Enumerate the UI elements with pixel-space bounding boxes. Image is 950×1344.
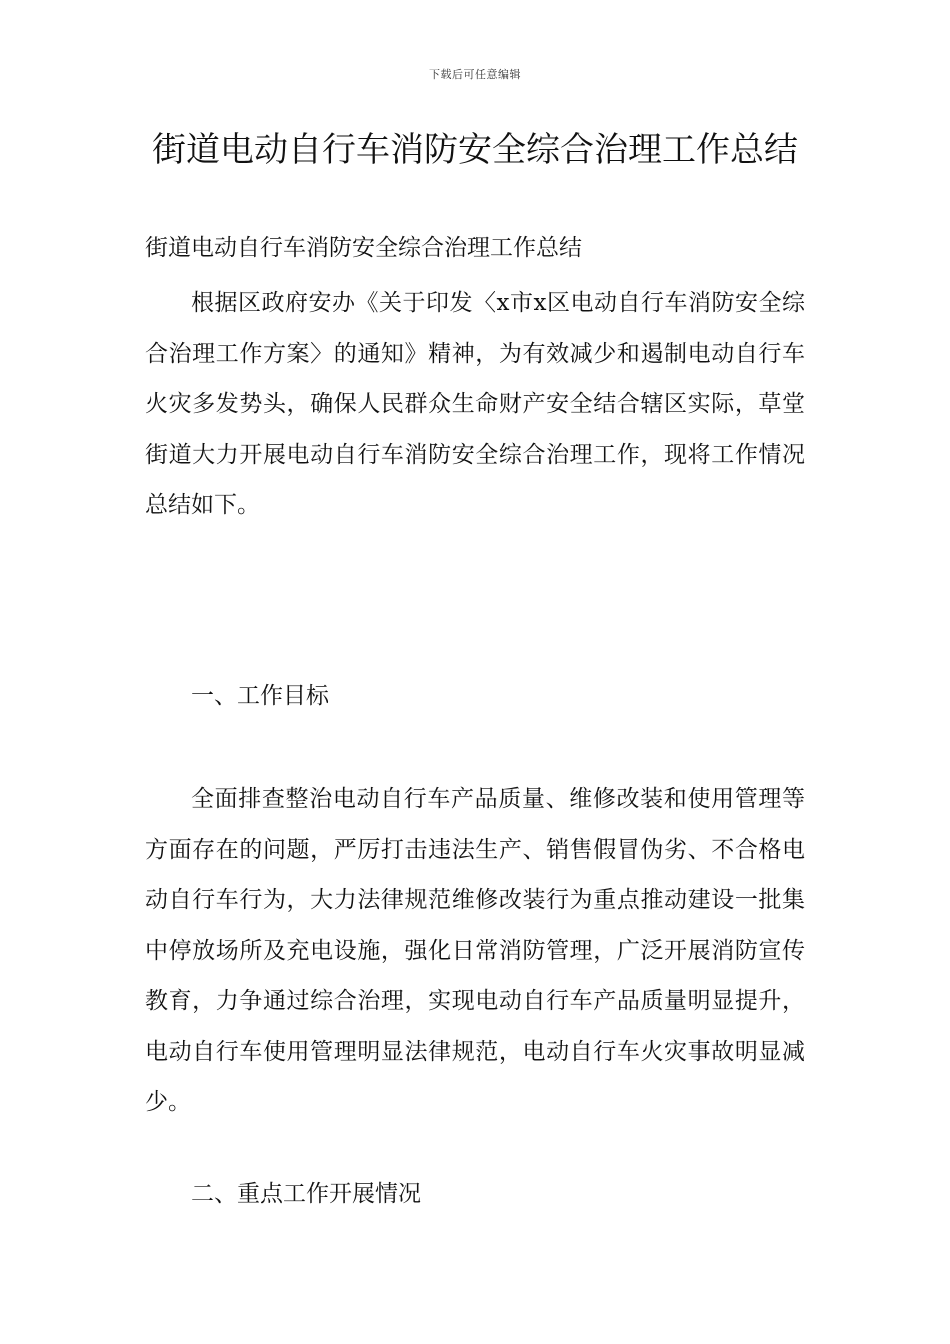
document-subtitle: 街道电动自行车消防安全综合治理工作总结 xyxy=(145,235,582,261)
document-title: 街道电动自行车消防安全综合治理工作总结 xyxy=(152,130,798,170)
goals-paragraph: 全面排查整治电动自行车产品质量、维修改装和使用管理等方面存在的问题，严厉打击违法生产、销售假冒伪劣、不合格电动自行车行为，大力法律规范维修改装行为重点推动建设一批集中停放场所及充电设施，强化日常消防管理，广泛开展消防宣传教育，力争通过综合治理，实现电动自行车产品质量明显提升，电动自行车使用管理明显法律规范，电动自行车火灾事故明显减少。 xyxy=(145,786,805,1115)
section-heading-goals: 一、工作目标 xyxy=(191,683,329,709)
header-note: 下载后可任意编辑 xyxy=(429,68,521,81)
section-heading-key-work: 二、重点工作开展情况 xyxy=(191,1181,421,1207)
intro-paragraph: 根据区政府安办《关于印发〈x市x区电动自行车消防安全综合治理工作方案〉的通知》精神，为有效减少和遏制电动自行车火灾多发势头，确保人民群众生命财产安全结合辖区实际，草堂街道大力开展电动自行车消防安全综合治理工作，现将工作情况总结如下。 xyxy=(145,290,805,518)
